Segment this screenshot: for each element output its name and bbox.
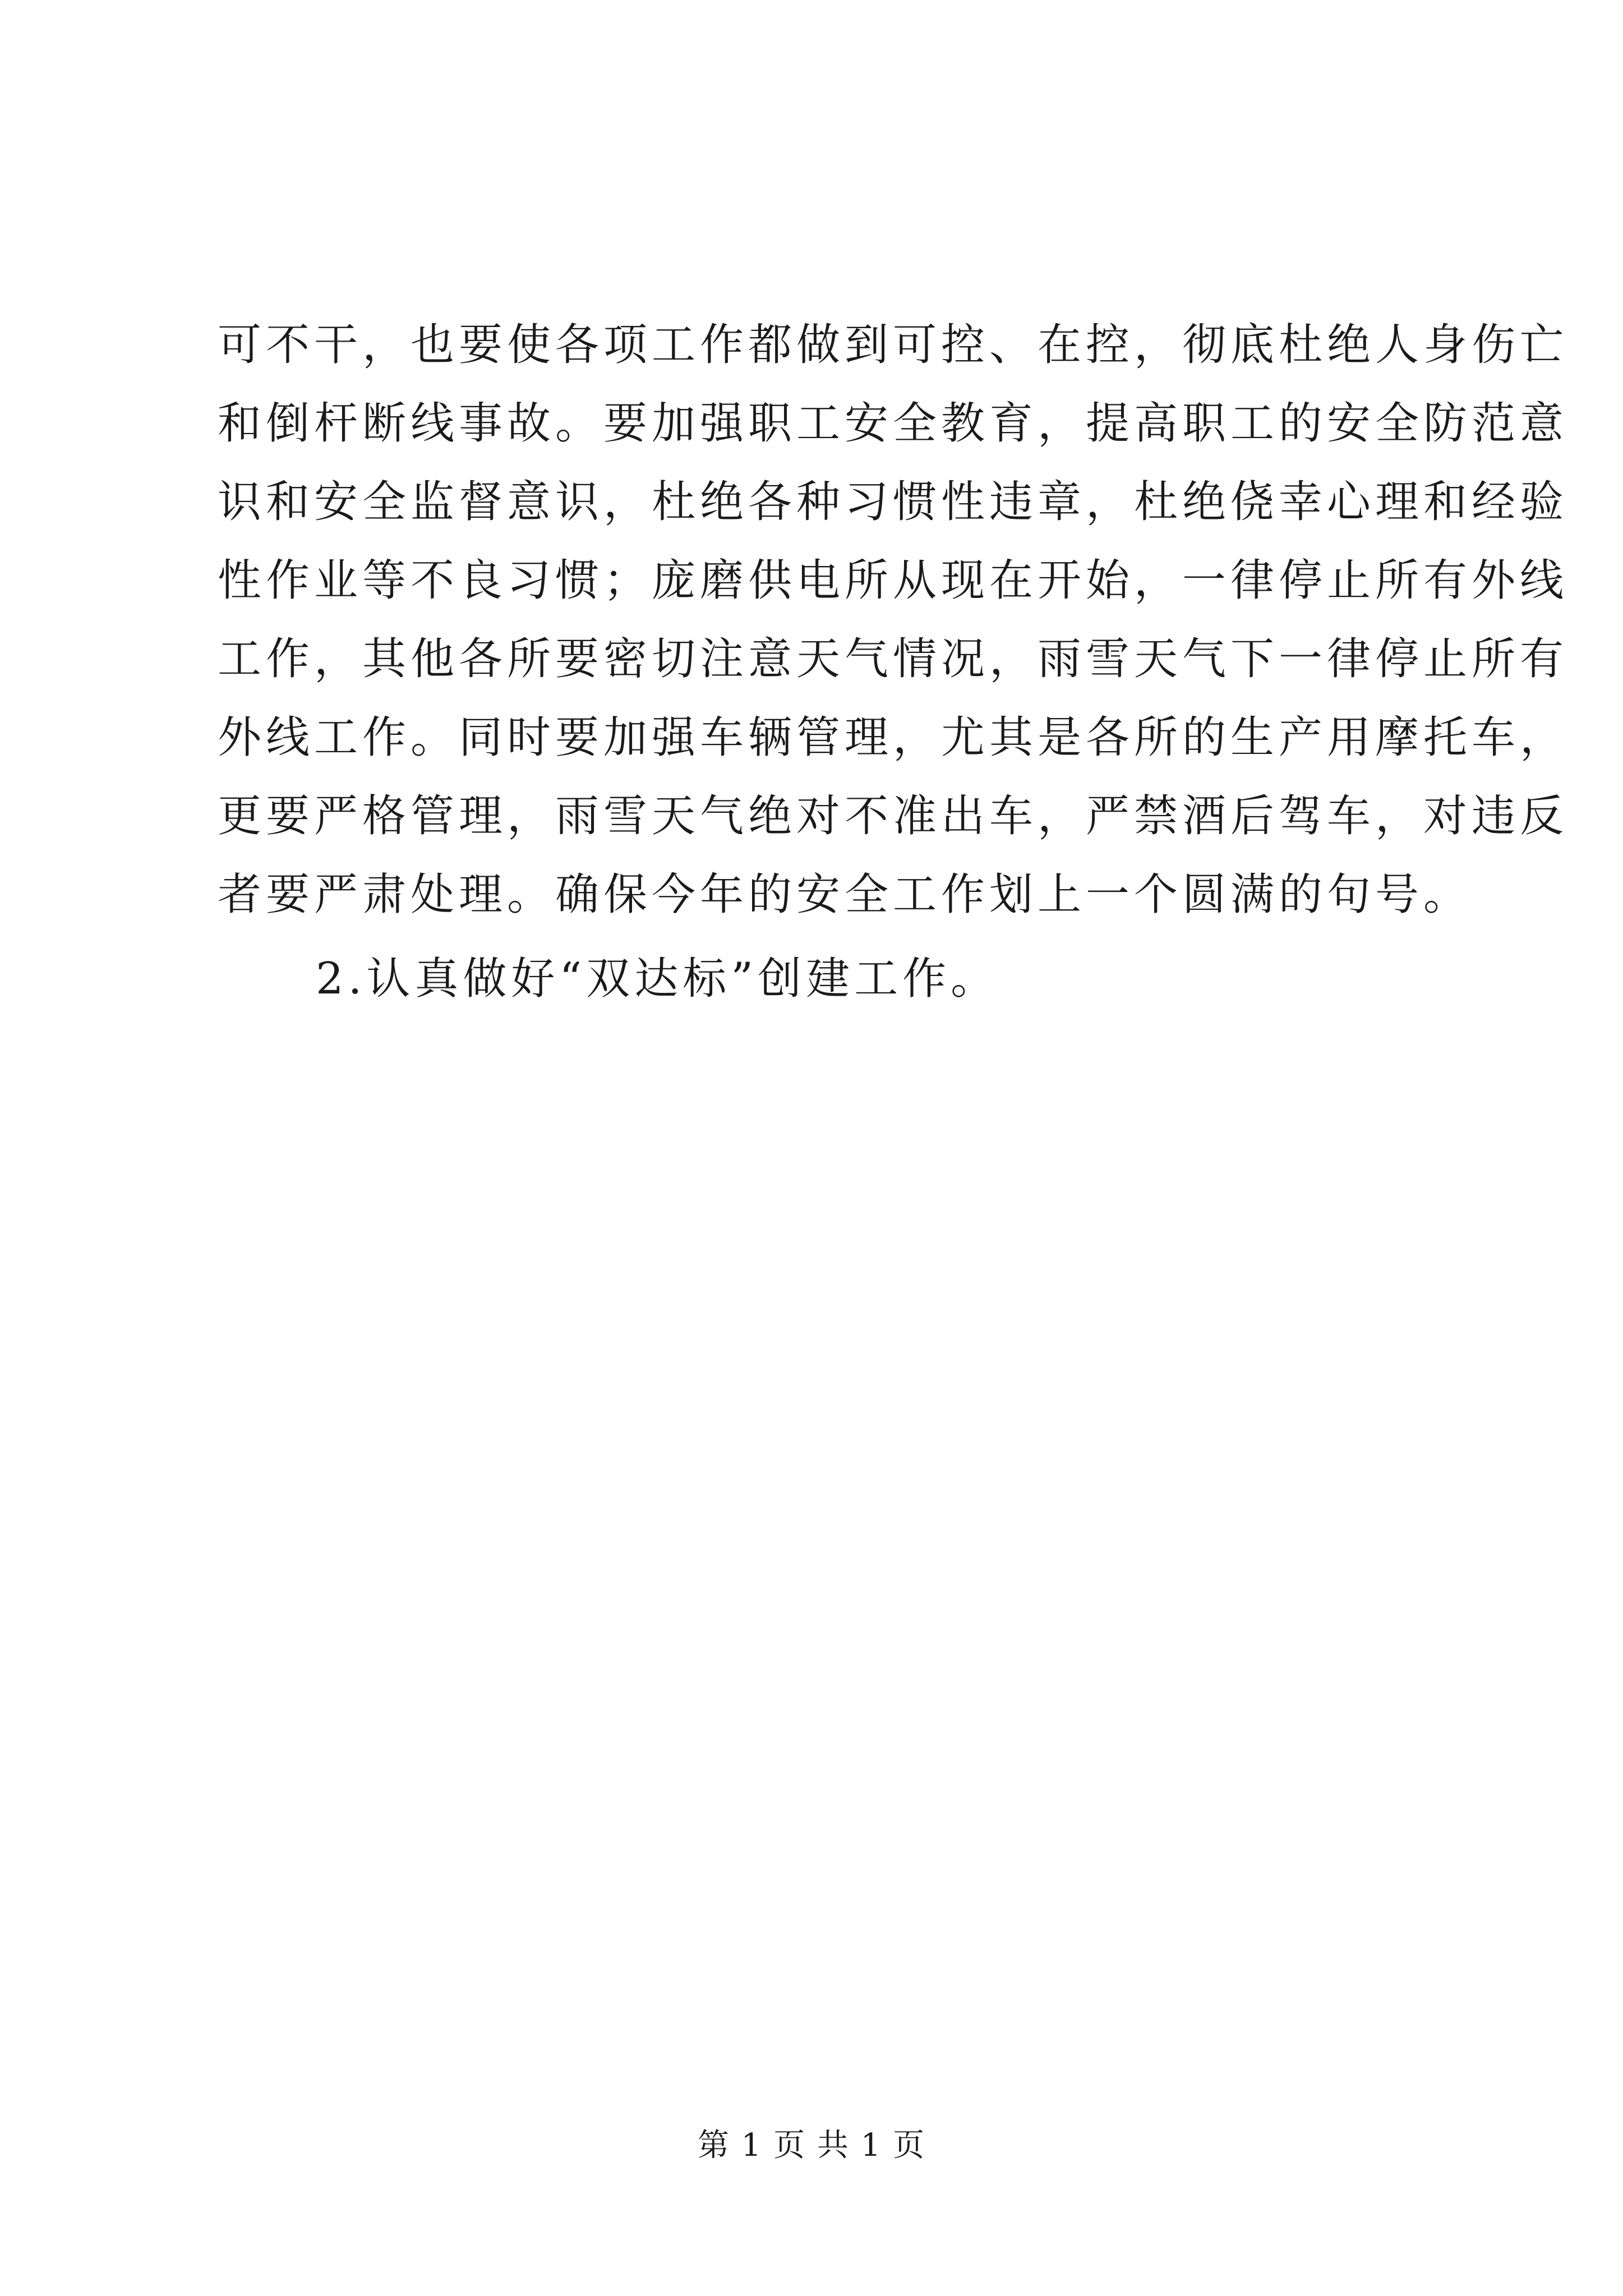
item-heading: 2.认真做好“双达标”创建工作。 bbox=[316, 954, 999, 1004]
paragraph-line: 性作业等不良习惯；庞磨供电所从现在开始，一律停止所有外线 bbox=[218, 555, 1569, 606]
body-paragraph bbox=[218, 306, 1569, 1018]
paragraph-line: 可不干，也要使各项工作都做到可控、在控，彻底杜绝人身伤亡 bbox=[218, 320, 1569, 370]
paragraph-line: 更要严格管理，雨雪天气绝对不准出车，严禁酒后驾车，对违反 bbox=[218, 791, 1569, 841]
paragraph-line: 和倒杆断线事故。要加强职工安全教育，提高职工的安全防范意 bbox=[218, 398, 1569, 449]
paragraph-line: 外线工作。同时要加强车辆管理，尤其是各所的生产用摩托车， bbox=[218, 712, 1569, 763]
paragraph-line: 者要严肃处理。确保今年的安全工作划上一个圆满的句号。 bbox=[218, 869, 1472, 920]
paragraph-line: 工作，其他各所要密切注意天气情况，雨雪天气下一律停止所有 bbox=[218, 634, 1569, 684]
page-number-footer: 第 1 页 共 1 页 bbox=[697, 2127, 926, 2164]
paragraph-line: 识和安全监督意识，杜绝各种习惯性违章，杜绝侥幸心理和经验 bbox=[218, 477, 1569, 527]
